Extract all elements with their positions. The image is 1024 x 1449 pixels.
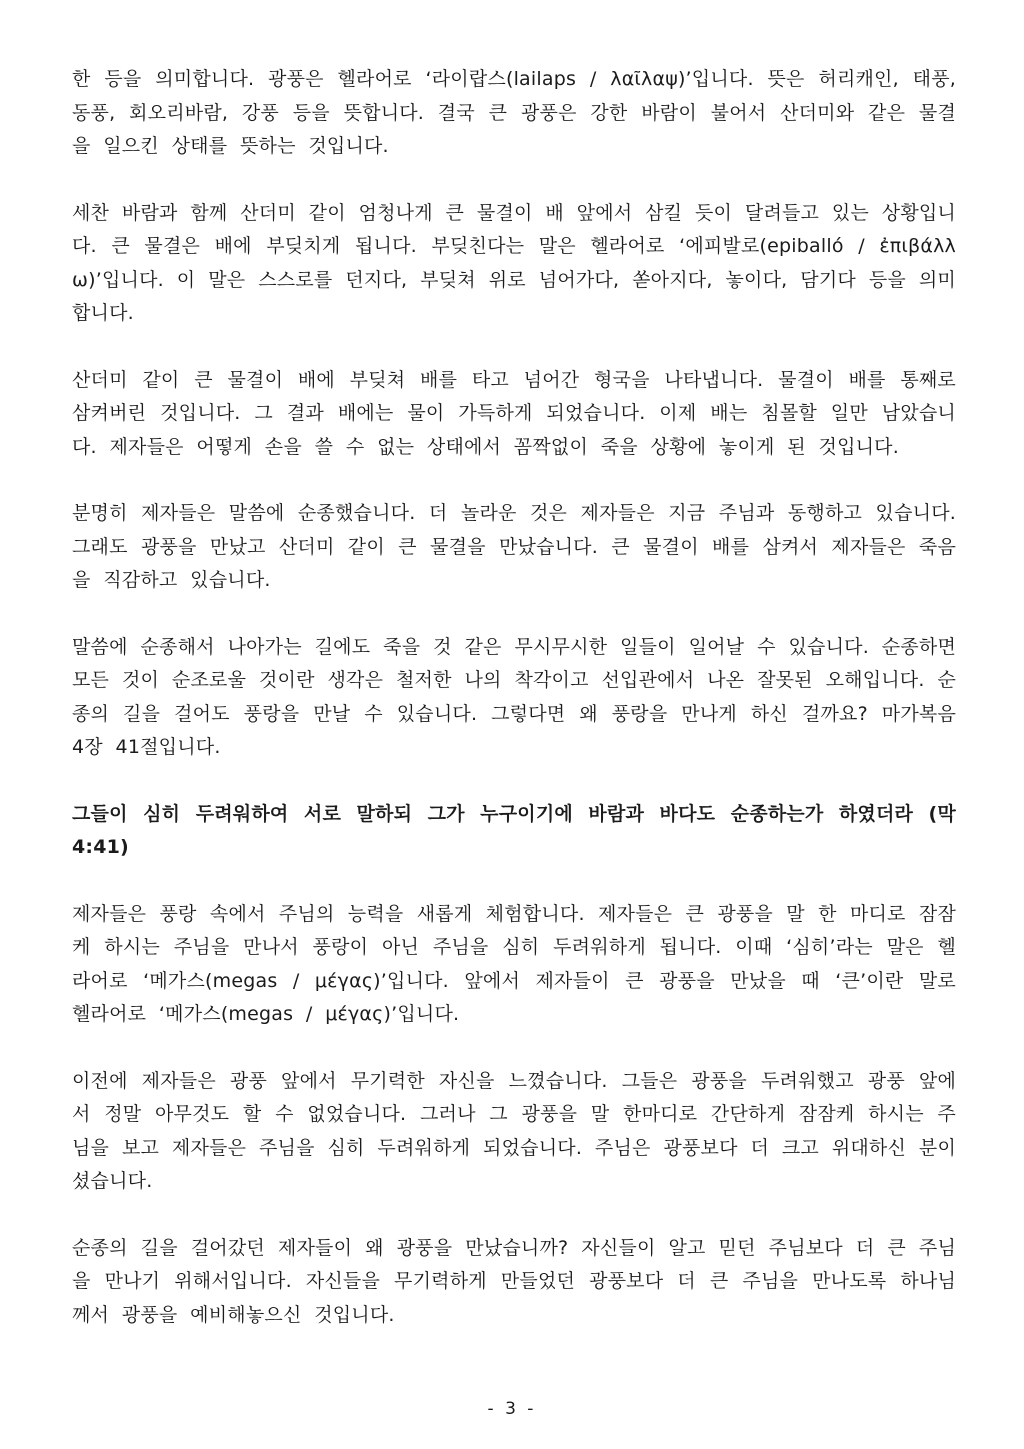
paragraph-1: 한 등을 의미합니다. 광풍은 헬라어로 ‘라이랍스(lailaps / λαῖλαψ)’입니다. 뜻은 허리캐인, 태풍, 동풍, 회오리바람, 강풍 등을 뜻합니다. 결국 큰 광풍은 강한 바람이 불어서 산더미와 같은 물결을 일으킨 상태를 뜻하는 것입니다. xyxy=(72,68,956,157)
page-number: - 3 - xyxy=(487,1399,537,1419)
verse-quote-mark-4-41: 그들이 심히 두려워하여 서로 말하되 그가 누구이기에 바람과 바다도 순종하는가 하였더라 (막 4:41) xyxy=(72,802,956,858)
paragraph-8: 이전에 제자들은 광풍 앞에서 무기력한 자신을 느꼈습니다. 그들은 광풍을 두려워했고 광풍 앞에서 정말 아무것도 할 수 없었습니다. 그러나 그 광풍을 말 한마디로 간단하게 잠잠케 하시는 주님을 보고 제자들은 주님을 심히 두려워하게 되었습니다. 주님은 광풍보다 더 크고 위대하신 분이셨습니다. xyxy=(72,1069,956,1192)
paragraph-5: 말씀에 순종해서 나아가는 길에도 죽을 것 같은 무시무시한 일들이 일어날 수 있습니다. 순종하면 모든 것이 순조로울 것이란 생각은 철저한 나의 착각이고 선입관에서 나온 잘못된 오해입니다. 순종의 길을 걸어도 풍랑을 만날 수 있습니다. 그렇다면 왜 풍랑을 만나게 하신 걸까요? 마가복음 4장 41절입니다. xyxy=(72,635,956,758)
document-body xyxy=(72,63,956,1332)
paragraph-9: 순종의 길을 걸어갔던 제자들이 왜 광풍을 만났습니까? 자신들이 알고 믿던 주님보다 더 큰 주님을 만나기 위해서입니다. 자신들을 무기력하게 만들었던 광풍보다 더 큰 주님을 만나도록 하나님께서 광풍을 예비해놓으신 것입니다. xyxy=(72,1236,956,1326)
paragraph-7: 제자들은 풍랑 속에서 주님의 능력을 새롭게 체험합니다. 제자들은 큰 광풍을 말 한 마디로 잠잠케 하시는 주님을 만나서 풍랑이 아닌 주님을 심히 두려워하게 됩니다. 이때 ‘심히’라는 말은 헬라어로 ‘메가스(megas / μέγας)’입니다. 앞에서 제자들이 큰 광풍을 만났을 때 ‘큰’이란 말로 헬라어로 ‘메가스(megas / μέγας)’입니다. xyxy=(72,902,956,1025)
paragraph-4: 분명히 제자들은 말씀에 순종했습니다. 더 놀라운 것은 제자들은 지금 주님과 동행하고 있습니다. 그래도 광풍을 만났고 산더미 같이 큰 물결을 만났습니다. 큰 물결이 배를 삼켜서 제자들은 죽음을 직감하고 있습니다. xyxy=(72,502,956,591)
paragraph-2: 세찬 바람과 함께 산더미 같이 엄청나게 큰 물결이 배 앞에서 삼킬 듯이 달려들고 있는 상황입니다. 큰 물결은 배에 부딪치게 됩니다. 부딪친다는 말은 헬라어로 ‘에피발로(epiballó / ἐπιβάλλω)’입니다. 이 말은 스스로를 던지다, 부딪쳐 위로 넘어가다, 쏟아지다, 놓이다, 담기다 등을 의미합니다. xyxy=(72,201,956,324)
paragraph-3: 산더미 같이 큰 물결이 배에 부딪쳐 배를 타고 넘어간 형국을 나타냅니다. 물결이 배를 통째로 삼켜버린 것입니다. 그 결과 배에는 물이 가득하게 되었습니다. 이제 배는 침몰할 일만 남았습니다. 제자들은 어떻게 손을 쓸 수 없는 상태에서 꼼짝없이 죽을 상황에 놓이게 된 것입니다. xyxy=(72,368,956,458)
